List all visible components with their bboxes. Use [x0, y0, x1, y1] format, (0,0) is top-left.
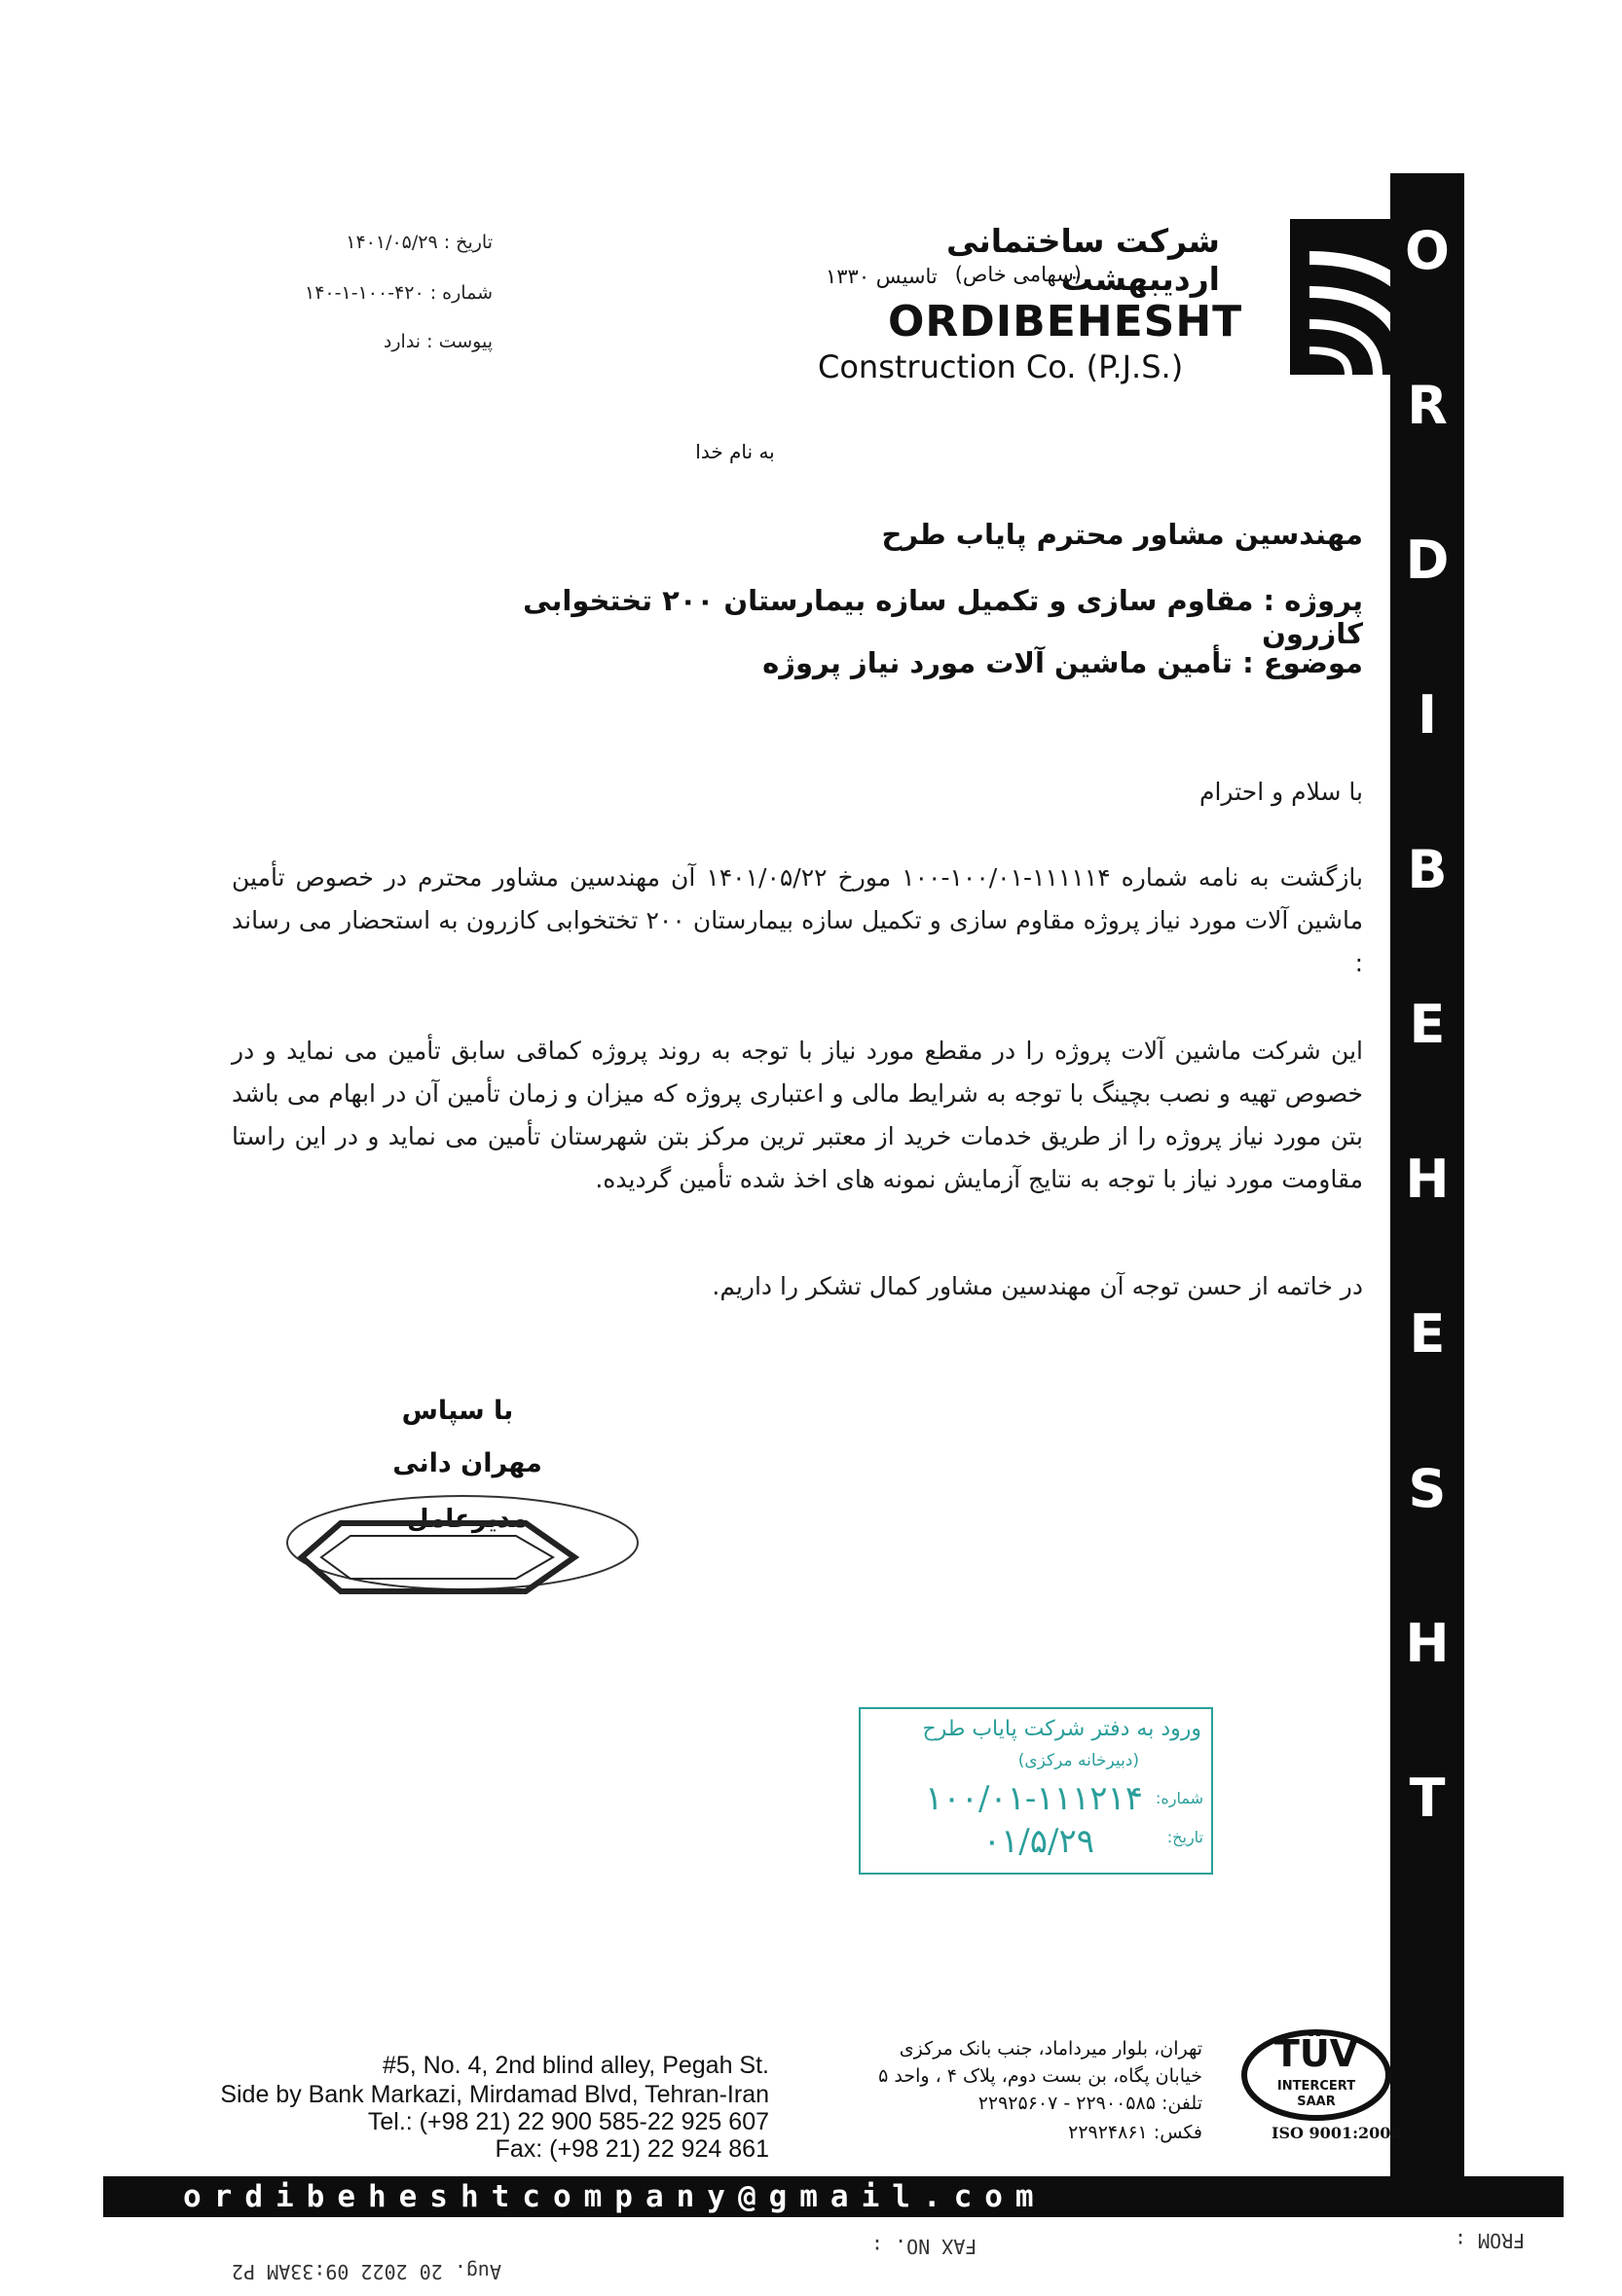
- tuv-logo: [1238, 2024, 1394, 2126]
- signer-title: مدیرعامل: [407, 1505, 528, 1534]
- tuv-sub-text-1: INTERCERT: [1276, 2079, 1356, 2094]
- receipt-stamp: [859, 1707, 1213, 1875]
- fax-header-from: FROM :: [1455, 2229, 1526, 2252]
- receipt-stamp-date-label: تاریخ:: [1166, 1828, 1203, 1846]
- footer-fax-en: Fax: (+98 21) 22 924 861: [495, 2135, 769, 2163]
- recipient-heading: مهندسین مشاور محترم پایاب طرح: [881, 518, 1363, 551]
- brand-band-vertical: [1390, 173, 1464, 2178]
- footer-fax-fa: فکس: ۲۲۹۲۴۸۶۱: [1068, 2122, 1202, 2143]
- footer-tel-en: Tel.: (+98 21) 22 900 585-22 925 607: [367, 2108, 769, 2135]
- band-letter: H: [1405, 1613, 1450, 1674]
- company-name-en: ORDIBEHESHT: [888, 297, 1243, 346]
- band-letter: R: [1407, 375, 1448, 436]
- band-letter: B: [1407, 839, 1448, 900]
- band-letter: S: [1408, 1458, 1447, 1519]
- greeting: با سلام و احترام: [1199, 778, 1363, 806]
- paragraph-closing: در خاتمه از حسن توجه آن مهندسین مشاور کمال تشکر را داریم.: [712, 1272, 1363, 1300]
- closing-phrase: با سپاس: [401, 1396, 514, 1426]
- receipt-stamp-date-value: ۰۱/۵/۲۹: [982, 1822, 1094, 1861]
- receipt-stamp-subtitle: (دبیرخانه مرکزی): [1017, 1751, 1139, 1770]
- receipt-stamp-number-value: ۱۰۰/۰۱-۱۱۱۲۱۴: [925, 1779, 1143, 1818]
- band-letter: E: [1409, 1303, 1446, 1365]
- company-type-fa: (سهامی خاص): [954, 263, 1082, 286]
- signer-name: مهران دانی: [392, 1448, 542, 1478]
- letter-attachment: پیوست : ندارد: [383, 331, 493, 352]
- receipt-stamp-number-label: شماره:: [1155, 1789, 1203, 1807]
- fax-header-datetime: Aug. 20 2022 09:33AM P2: [232, 2260, 501, 2283]
- company-seal: [282, 1489, 643, 1616]
- invocation: به نام خدا: [695, 440, 775, 463]
- tuv-sub-text-2: SAAR: [1297, 2095, 1336, 2109]
- fax-header-fax-no: FAX NO. :: [871, 2235, 977, 2258]
- band-letter: H: [1405, 1148, 1450, 1210]
- letter-number: شماره : ۴۲۰-۱۰۰-۱-۱۴۰: [305, 282, 493, 304]
- paragraph-reference: بازگشت به نامه شماره ۱۱۱۱۱۴-۱۰۰/۰۱-۱۰۰ مورخ ۱۴۰۱/۰۵/۲۲ آن مهندسین مشاور محترم در خصوص تأمین ماشین آلات مورد نیاز پروژه مقاوم سازی و تکمیل سازه بیمارستان ۲۰۰ تختخوابی کازرون به استحضار می رساند :: [232, 863, 1364, 977]
- company-name-fa: شرکت ساختمانی اردیبهشت: [946, 222, 1220, 298]
- footer-tel-fa: تلفن: ۲۲۹۰۰۵۸۵ - ۲۲۹۲۵۶۰۷: [977, 2093, 1202, 2114]
- iso-certificate: ISO 9001:2008: [1272, 2124, 1402, 2142]
- company-established-fa: تاسیس ۱۳۳۰: [826, 265, 938, 288]
- paragraph-main: این شرکت ماشین آلات پروژه را در مقطع مورد نیاز با توجه به روند پروژه کماقی سابق تأمین می نماید و در خصوص تهیه و نصب بچینگ با توجه به شرایط مالی و اعتباری پروژه که میزان و زمان تأمین آن در ابهام می باشد بتن مورد نیاز پروژه را از طریق خدمات خرید از معتبر ترین مرکز بتن شهرستان تأمین می نماید و در این راستا مقاومت مورد نیاز با توجه به نتایج آزمایش نمونه های اخذ شده تأمین گردیده.: [232, 1037, 1363, 1193]
- footer-address-fa-1: تهران، بلوار میرداماد، جنب بانک مرکزی: [899, 2038, 1202, 2059]
- subject-heading: موضوع : تأمین ماشین آلات مورد نیاز پروژه: [762, 646, 1363, 679]
- band-letter: E: [1409, 994, 1446, 1055]
- band-letter: T: [1409, 1768, 1446, 1829]
- footer-address-en-1: #5, No. 4, 2nd blind alley, Pegah St.: [382, 2052, 769, 2079]
- company-name-en-full: Construction Co. (P.J.S.): [818, 348, 1184, 385]
- band-letter: I: [1417, 684, 1438, 746]
- band-letter: D: [1405, 529, 1450, 591]
- letter-date: تاریخ : ۱۴۰۱/۰۵/۲۹: [346, 232, 493, 253]
- band-letter: O: [1405, 220, 1450, 281]
- project-heading: پروژه : مقاوم سازی و تکمیل سازه بیمارستان ۲۰۰ تختخوابی کازرون: [523, 584, 1363, 650]
- footer-address-fa-2: خیابان پگاه، بن بست دوم، پلاک ۴ ، واحد ۵: [878, 2065, 1202, 2087]
- footer-address-en-2: Side by Bank Markazi, Mirdamad Blvd, Tehran-Iran: [220, 2081, 769, 2108]
- receipt-stamp-title: ورود به دفتر شرکت پایاب طرح: [922, 1717, 1201, 1741]
- email-band: ordibeheshtcompany@gmail.com: [103, 2176, 1564, 2217]
- tuv-main-text: TÜV: [1273, 2032, 1359, 2075]
